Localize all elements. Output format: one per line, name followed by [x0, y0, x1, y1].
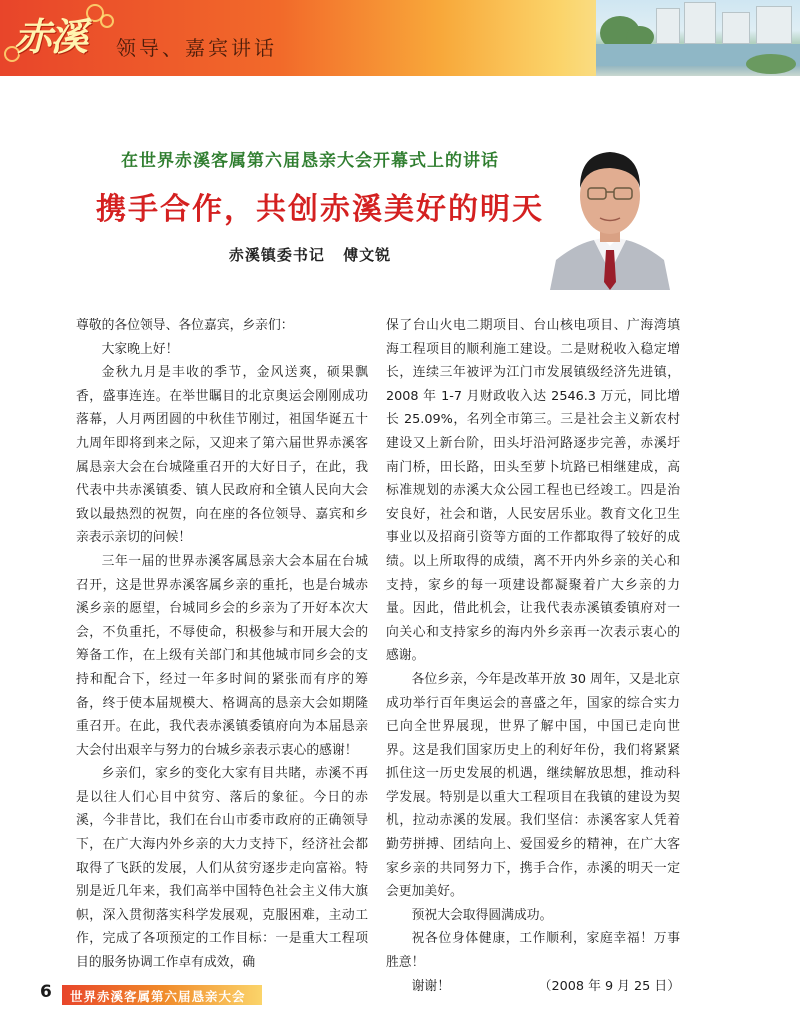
publication-name: 世界赤溪客属第六届恳亲大会: [70, 989, 246, 1004]
swirl-ornament-icon: [100, 14, 114, 28]
header-banner: [0, 0, 800, 76]
greeting: 大家晚上好！: [101, 341, 179, 357]
salutation: 尊敬的各位领导、各位嘉宾，乡亲们：: [76, 318, 294, 333]
paragraph: 预祝大会取得圆满成功。: [411, 907, 553, 923]
town-photo: [596, 0, 800, 76]
author-portrait: [546, 122, 674, 290]
paragraph: 保了台山火电二期项目、台山核电项目、广海湾填海工程项目的顺利施工建设。二是财税收入稳定增长，连续三年被评为江门市发展镇级经济先进镇，2008 年 1-7 月财政收入达 2546.3 万元，同比增长 25.09%，名列全市第三。三是社会主义新农村建设又上新台阶，田头圩沿河路逐步完善，赤溪圩南门桥，田长路，田头至萝卜坑路已相继建成，高标准规划的赤溪大众公园工程也已经竣工。四是治安良好，社会和谐，人民安居乐业。教育文化卫生事业以及招商引资等方面的工作都取得了较好的成绩。以上所取得的成绩，离不开内外乡亲的关心和支持，家乡的每一项建设都凝聚着广大乡亲的力量。因此，借此机会，让我代表赤溪镇委镇府对一向关心和支持家乡的海内外乡亲再一次表示衷心的感谢。: [386, 318, 680, 664]
section-title: 领导、嘉宾讲话: [116, 36, 277, 60]
portrait-illustration: [546, 122, 674, 290]
paragraph: 乡亲们，家乡的变化大家有目共睹，赤溪不再是以往人们心目中贫穷、落后的象征。今日的赤溪，今非昔比，我们在台山市委市政府的正确领导下，在广大海内外乡亲的大力支持下，经济社会都取得了飞跃的发展，人们从贫穷逐步走向富裕。特别是近几年来，我们高举中国特色社会主义伟大旗帜，深入贯彻落实科学发展观，克服困难，主动工作，完成了各项预定的工作目标：一是重大工程项目的服务协调工作卓有成效，确: [76, 766, 368, 971]
author-role: 赤溪镇委书记: [228, 246, 325, 264]
author-name: 傅文锐: [343, 246, 392, 264]
paragraph: 金秋九月是丰收的季节，金风送爽，硕果飘香，盛事连连。在举世瞩目的北京奥运会刚刚成功落幕，人月两团圆的中秋佳节刚过，祖国华诞五十九周年即将到来之际，又迎来了第六届世界赤溪客属恳亲大会在台城隆重召开的大好日子，在此，我代表中共赤溪镇委、镇人民政府和全镇人民向大会致以最热烈的祝贺，向在座的各位领导、嘉宾和乡亲表示亲切的问候！: [76, 365, 368, 546]
closing-thanks: 谢谢！: [411, 978, 450, 994]
page-number: 6: [40, 982, 52, 1002]
article-author: [0, 244, 620, 265]
paragraph: 三年一届的世界赤溪客属恳亲大会本届在台城召开，这是世界赤溪客属乡亲的重托，也是台城赤溪乡亲的愿望，台城同乡会的乡亲为了开好本次大会，不负重托，不辱使命，积极参与和开展大会的筹备工作，在上级有关部门和其他城市同乡会的支持和配合下，经过一年多时间的紧张而有序的筹备，终于使本届规模大、格调高的恳亲大会如期隆重召开。在此，我代表赤溪镇委镇府向为本届恳亲大会付出艰辛与努力的台城乡亲表示衷心的感谢！: [76, 553, 368, 758]
article-title: 携手合作，共创赤溪美好的明天: [96, 192, 544, 227]
page-footer: [0, 982, 800, 1007]
magazine-brand: 赤溪: [14, 14, 87, 59]
speech-date: （2008 年 9 月 25 日）: [538, 978, 680, 994]
paragraph: 各位乡亲，今年是改革开放 30 周年，又是北京成功举行百年奥运会的喜盛之年，国家的综合实力已向全世界展现，世界了解中国，中国已走向世界。这是我们国家历史上的利好年份，我们将紧紧抓住这一历史发展的机遇，继续解放思想，推动科学发展。特别是以重大工程项目在我镇的建设为契机，拉动赤溪的发展。我们坚信：赤溪客家人凭着勤劳拼搏、团结向上、爱国爱乡的精神，在广大客家乡亲的共同努力下，携手合作，赤溪的明天一定会更加美好。: [386, 671, 680, 900]
body-column-left: [76, 314, 368, 975]
body-column-right: [386, 314, 680, 998]
paragraph: 祝各位身体健康，工作顺利，家庭幸福！万事胜意！: [386, 931, 680, 971]
article-subtitle: 在世界赤溪客属第六届恳亲大会开幕式上的讲话: [121, 151, 499, 171]
